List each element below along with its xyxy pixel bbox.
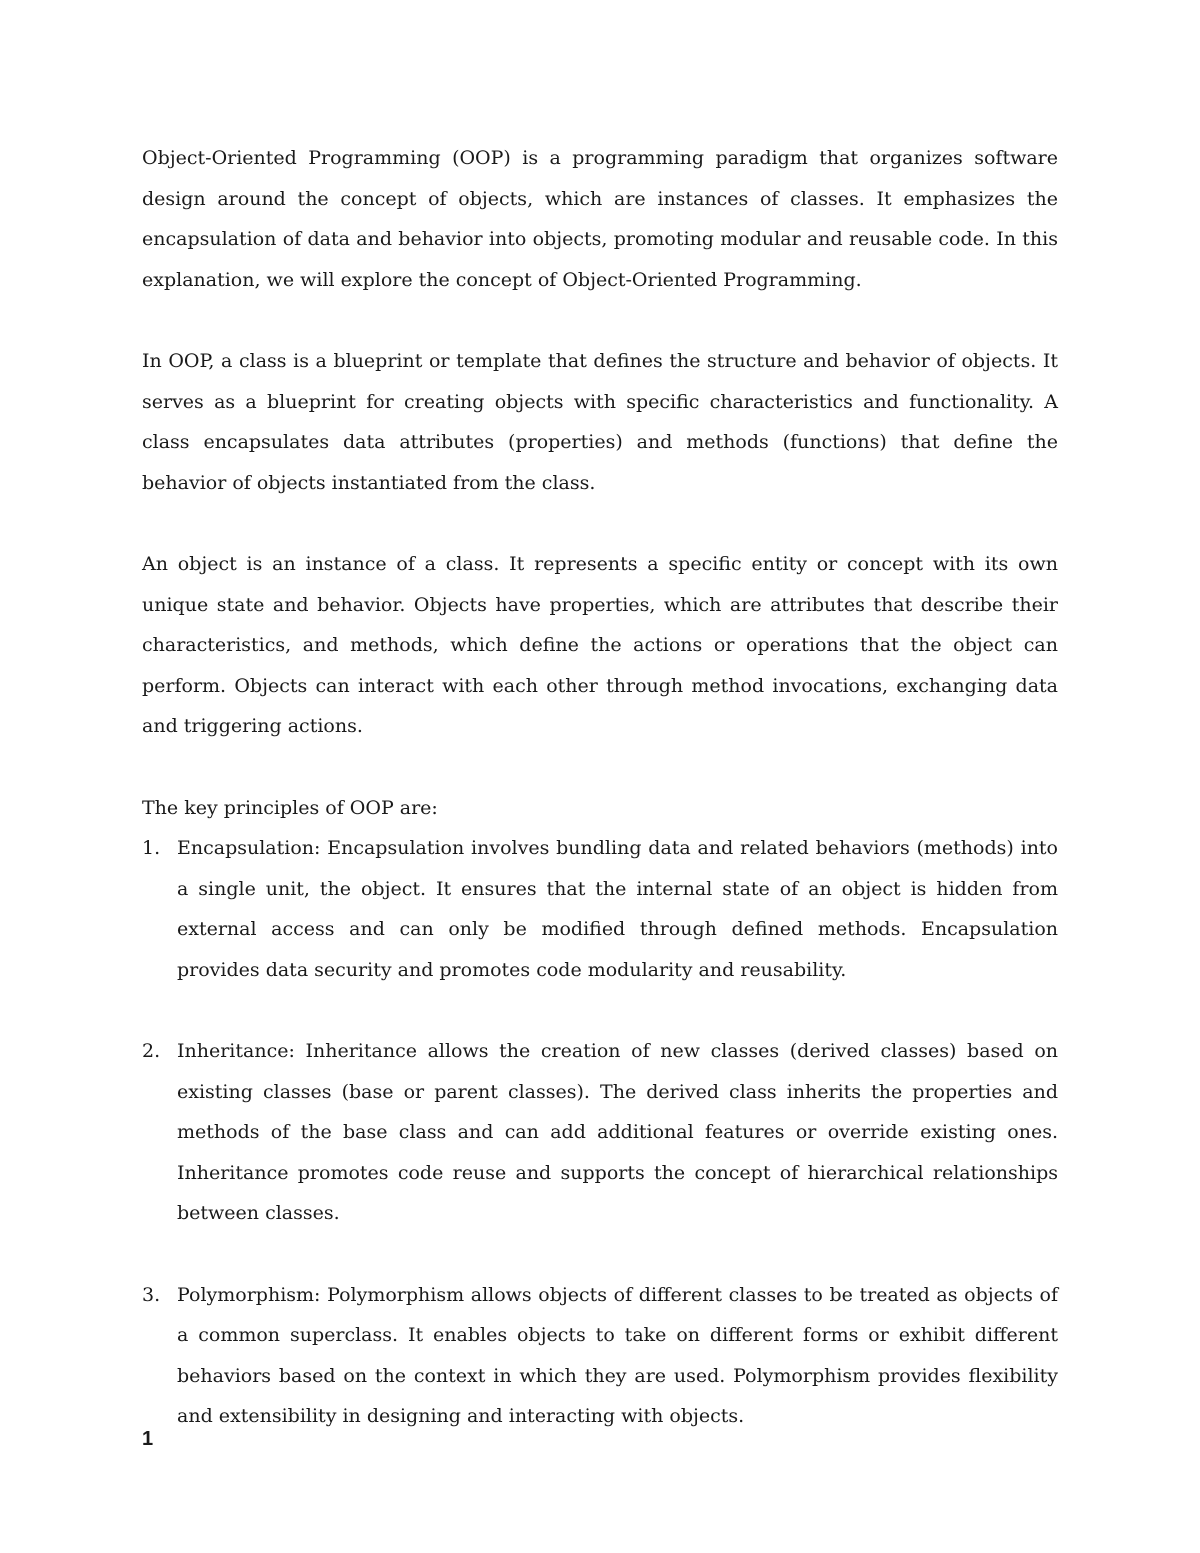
list-item	[142, 1031, 1058, 1234]
principles-list	[142, 828, 1058, 1437]
page-number: 1	[142, 1428, 154, 1450]
principles-intro: The key principles of OOP are:	[142, 796, 438, 819]
list-item-number: 2.	[142, 1040, 161, 1063]
list-item-number: 3.	[142, 1283, 161, 1306]
list-item	[142, 1275, 1058, 1437]
list-item-text: Encapsulation: Encapsulation involves bundling data and related behaviors (methods) into a single unit, the object. It ensures that the internal state of an object is hidden from external access and can only be modified through defined methods. Encapsulation provides data security and promotes code modularity and reusability.	[177, 837, 1058, 981]
paragraph-class: In OOP, a class is a blueprint or template that defines the structure and behavior of objects. It serves as a blueprint for creating objects with specific characteristics and functionality. A class encapsulates data attributes (properties) and methods (functions) that define the behavior of objects instantiated from the class.	[142, 349, 1058, 494]
list-item	[142, 828, 1058, 990]
document-body	[142, 138, 1058, 1478]
paragraph-object: An object is an instance of a class. It represents a specific entity or concept with its own unique state and behavior. Objects have properties, which are attributes that describe their characteristics, and methods, which define the actions or operations that the object can perform. Objects can interact with each other through method invocations, exchanging data and triggering actions.	[142, 552, 1058, 738]
list-item-text: Inheritance: Inheritance allows the creation of new classes (derived classes) based on existing classes (base or parent classes). The derived class inherits the properties and methods of the base class and can add additional features or override existing ones. Inheritance promotes code reuse and supports the concept of hierarchical relationships between classes.	[177, 1040, 1058, 1225]
list-item-number: 1.	[142, 837, 161, 860]
paragraph-oop-intro: Object-Oriented Programming (OOP) is a programming paradigm that organizes software design around the concept of objects, which are instances of classes. It emphasizes the encapsulation of data and behavior into objects, promoting modular and reusable code. In this explanation, we will explore the concept of Object-Oriented Programming.	[142, 147, 1058, 291]
list-item-text: Polymorphism: Polymorphism allows objects of different classes to be treated as objects of a common superclass. It enables objects to take on different forms or exhibit different behaviors based on the context in which they are used. Polymorphism provides flexibility and extensibility in designing and interacting with objects.	[177, 1283, 1058, 1428]
